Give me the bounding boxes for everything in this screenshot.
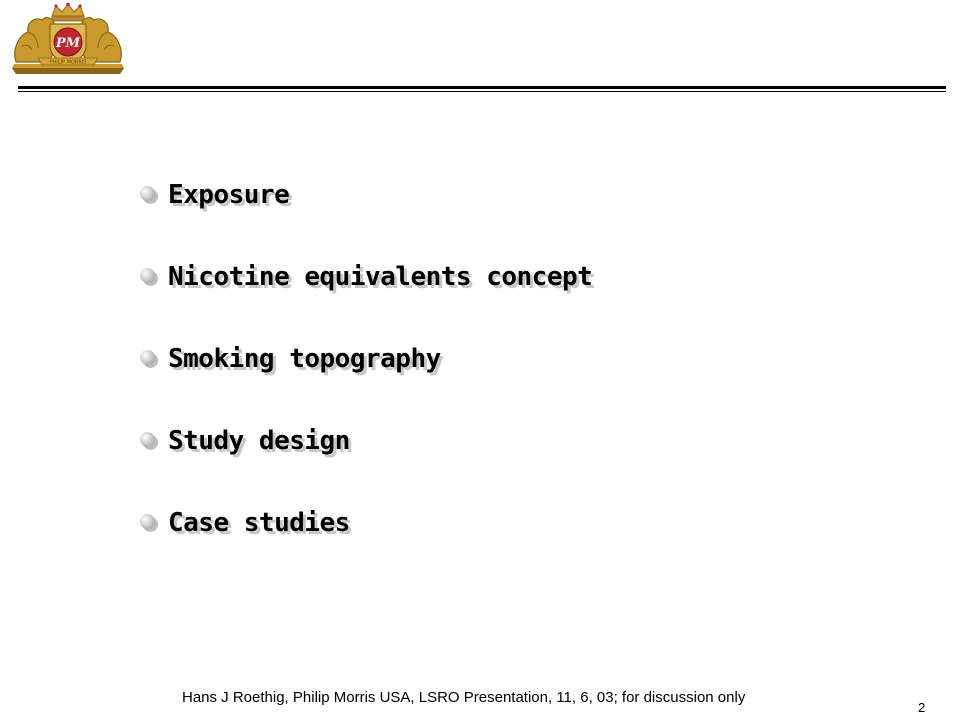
bullet-item-smoking-topography (140, 340, 592, 422)
bullet-text: Exposure (168, 180, 290, 210)
svg-text:PHILIP MORRIS: PHILIP MORRIS (49, 59, 87, 66)
bullet-dot-icon (140, 350, 158, 368)
bullet-text: Nicotine equivalents concept (168, 262, 593, 292)
bullet-text: Study design (168, 426, 350, 456)
bullet-item-nicotine-equivalents (140, 258, 592, 340)
bullet-dot-icon (140, 432, 158, 450)
header-rule-thin (18, 91, 946, 92)
bullet-item-exposure (140, 176, 592, 258)
bullet-item-case-studies (140, 504, 592, 586)
svg-text:PM: PM (55, 36, 81, 51)
bullet-dot-icon (140, 268, 158, 286)
philip-morris-crest-icon (8, 2, 128, 76)
bullet-text: Smoking topography (168, 344, 441, 374)
header-rule-thick (18, 86, 946, 89)
footer-text: Hans J Roethig, Philip Morris USA, LSRO Presentation, 11, 6, 03; for discussion only (182, 689, 746, 706)
bullet-dot-icon (140, 514, 158, 532)
bullet-item-study-design (140, 422, 592, 504)
bullet-text: Case studies (168, 508, 350, 538)
bullet-list (140, 176, 592, 586)
bullet-dot-icon (140, 186, 158, 204)
page-number: 2 (918, 700, 926, 715)
